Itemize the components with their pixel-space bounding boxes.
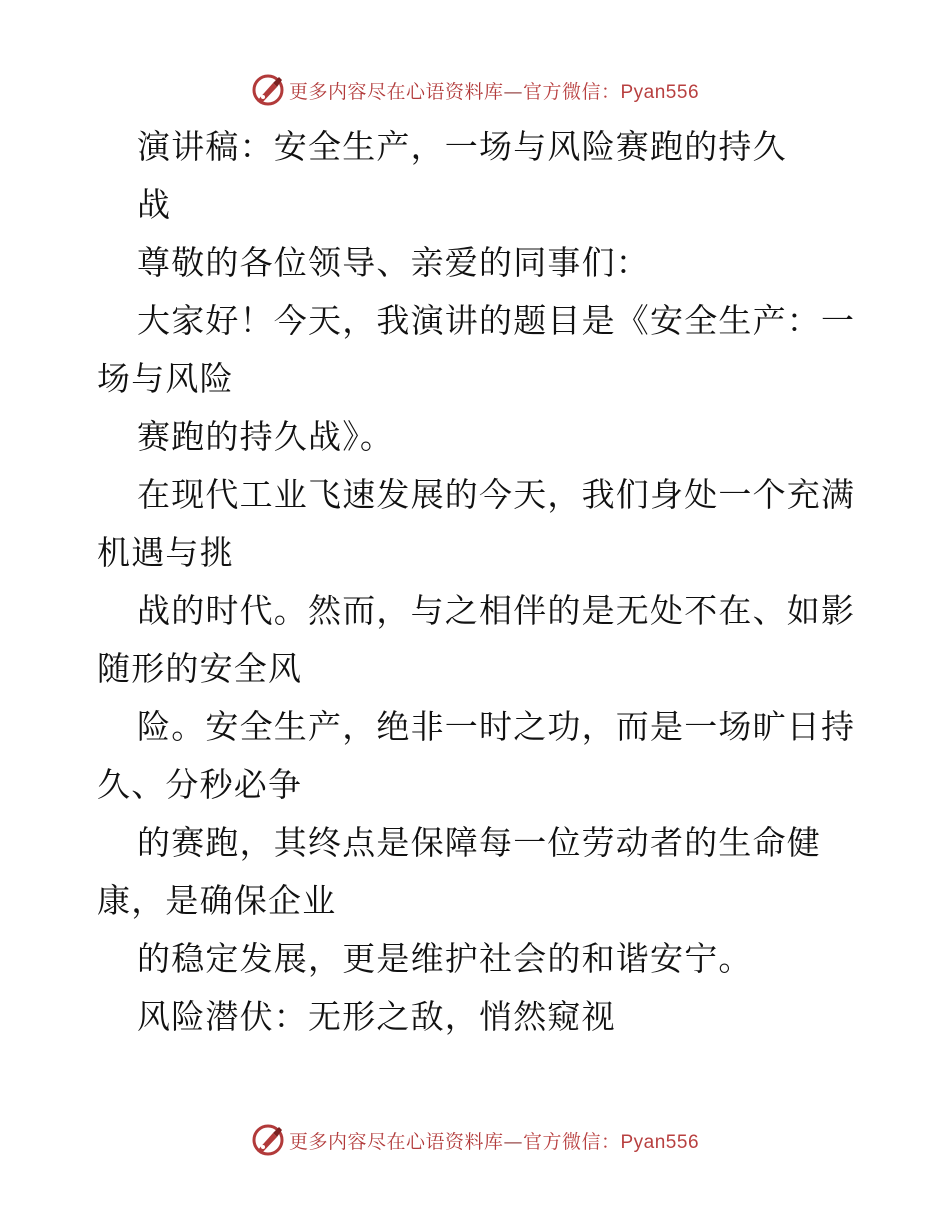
text-line: 大家好！今天，我演讲的题目是《安全生产：一	[137, 301, 856, 340]
banner-dash: —	[503, 1130, 523, 1153]
text-line: 战的时代。然而，与之相伴的是无处不在、如影	[137, 591, 856, 630]
text-line: 久、分秒必争	[97, 765, 303, 804]
text-line: 战	[137, 185, 172, 224]
text-line: 随形的安全风	[97, 649, 303, 688]
banner-main-text: 更多内容尽在心语资料库	[288, 80, 504, 103]
text-line: 康，是确保企业	[97, 881, 337, 920]
text-line: 风险潜伏：无形之敌，悄然窥视	[137, 997, 616, 1036]
banner-wechat-text: 官方微信：Pyan556	[523, 81, 700, 103]
banner-main-text: 更多内容尽在心语资料库	[288, 1130, 504, 1153]
text-line: 场与风险	[97, 359, 234, 398]
text-line: 的稳定发展，更是维护社会的和谐安宁。	[137, 939, 753, 978]
text-line: 机遇与挑	[97, 533, 234, 572]
pen-logo-icon	[251, 73, 285, 107]
footer-banner	[0, 1122, 950, 1158]
banner-dash: —	[503, 80, 523, 103]
text-line: 险。安全生产，绝非一时之功，而是一场旷日持	[137, 707, 856, 746]
speech-body	[97, 118, 877, 1046]
text-line: 的赛跑，其终点是保障每一位劳动者的生命健	[137, 823, 821, 862]
text-line: 演讲稿：安全生产，一场与风险赛跑的持久	[137, 127, 787, 166]
banner-text	[289, 77, 699, 104]
banner-text	[289, 1127, 699, 1154]
text-line: 在现代工业飞速发展的今天，我们身处一个充满	[137, 475, 856, 514]
text-line: 尊敬的各位领导、亲爱的同事们：	[137, 243, 650, 282]
header-banner	[0, 72, 950, 108]
banner-wechat-text: 官方微信：Pyan556	[523, 1131, 700, 1153]
text-line: 赛跑的持久战》。	[137, 417, 395, 456]
pen-logo-icon	[251, 1123, 285, 1157]
